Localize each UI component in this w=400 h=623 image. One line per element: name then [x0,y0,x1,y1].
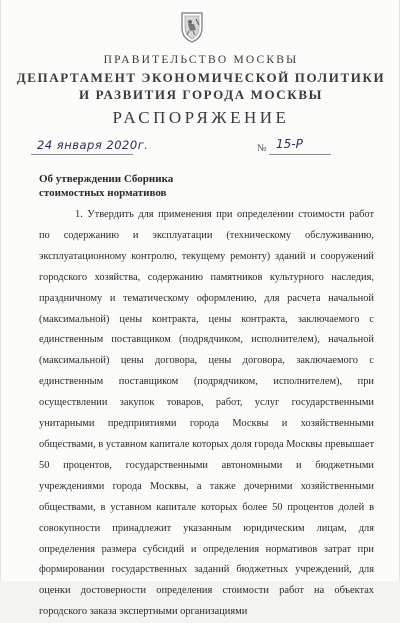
document-date: 24 января 2020г. [37,138,149,152]
number-sign: № [257,143,267,154]
document-number: 15-Р [276,137,303,151]
body-paragraph: 1. Утвердить для применения при определении стоимости работ по содержанию и эксплуатации (техническому обслуживанию, эксплуатационному контролю, текущему ремонту) зданий и сооружений городского хозяйства, содержанию памятников культурного наследия, праздничному и тематическому оформлению, для расчета начальной (максимальной) цены контракта, цены контракта, заключаемого с единственным поставщиком (подрядчиком, исполнителем), начальной (максимальной) цены договора, цены договора, заключаемого с единственным поставщиком (подрядчиком, исполнителем), при осуществлении закупок товаров, работ, услуг государственными унитарными предприятиями города Москвы и хозяйственными обществами, в уставном капитале которых доля города Москвы превышает 50 процентов, государственными автономными и бюджетными учреждениями города Москвы, а также дочерними хозяйственными обществами, в уставном капитале которых более 50 процентов долей в совокупности принадлежит указанным юридическим лицам, для определения размера субсидий и определения нормативов затрат при формировании государственных заданий бюджетных учреждений, для оценки достоверности определения стоимости работ на объектах городского заказа экспертными организациями [39,209,374,618]
date-underline [31,154,133,155]
subject-line2: стоимостных нормативов [39,187,167,199]
government-title: ПРАВИТЕЛЬСТВО МОСКВЫ [103,54,299,66]
subject-line1: Об утверждении Сборника [39,173,174,185]
document-type-title: РАСПОРЯЖЕНИЕ [112,108,290,127]
department-title-line2: И РАЗВИТИЯ ГОРОДА МОСКВЫ [79,87,323,102]
department-title-line1: ДЕПАРТАМЕНТ ЭКОНОМИЧЕСКОЙ ПОЛИТИКИ [16,70,386,85]
document-body [39,205,374,623]
number-underline [269,154,331,155]
moscow-coat-of-arms-icon [179,10,205,44]
document-subject [39,172,239,200]
